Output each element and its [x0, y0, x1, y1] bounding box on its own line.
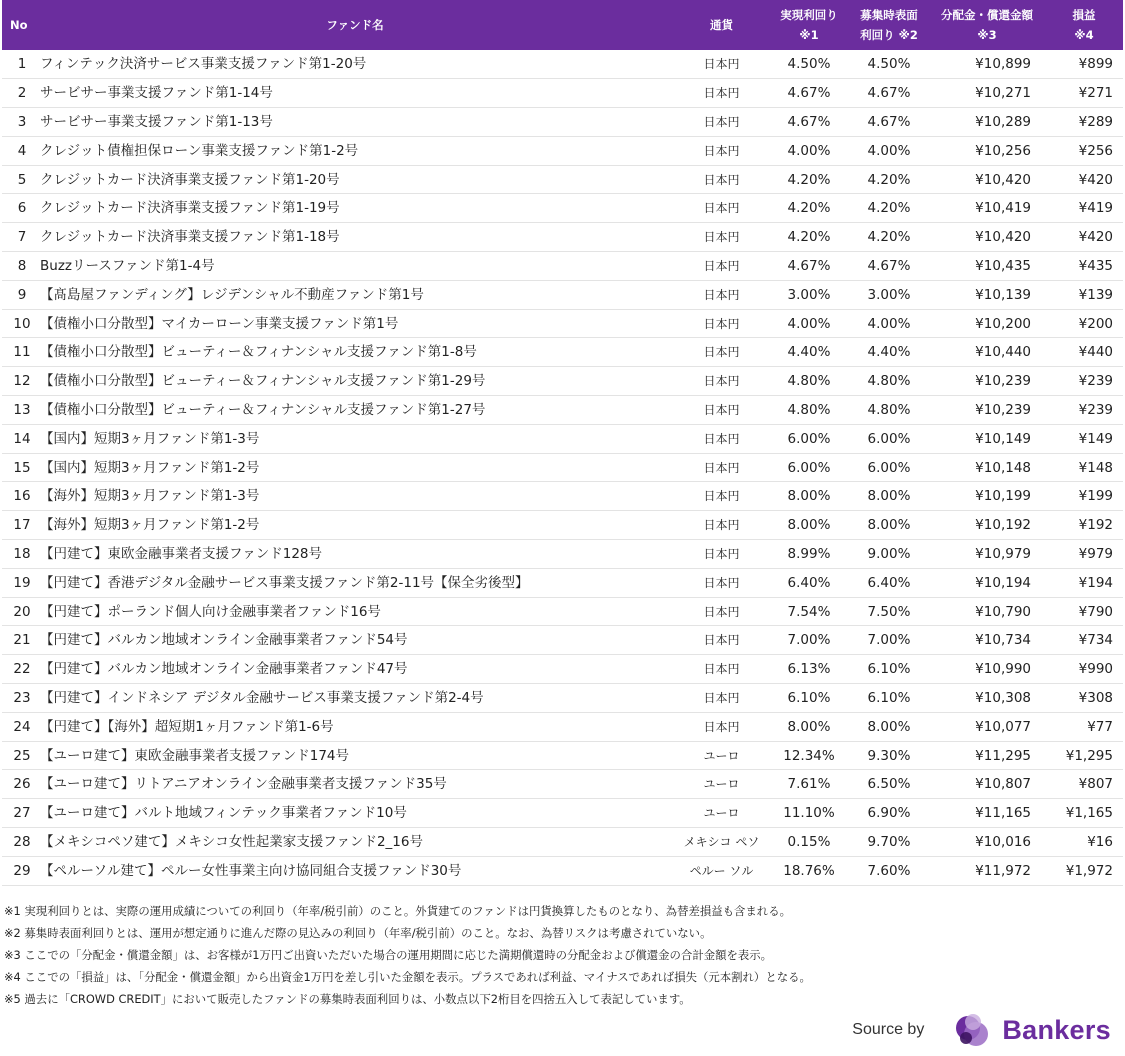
- header-profit-loss: [1045, 0, 1123, 50]
- fund-name-cell: 【ユーロ建て】リトアニアオンライン金融事業者支援ファンド35号: [40, 776, 447, 793]
- realized-yield-cell: 4.67%: [787, 85, 831, 102]
- table-row: [2, 655, 1123, 684]
- profit-loss-cell: ¥199: [1078, 488, 1113, 505]
- table-row: [2, 165, 1123, 194]
- announced-yield-cell: 6.10%: [867, 661, 911, 678]
- profit-loss-cell: ¥148: [1078, 459, 1113, 476]
- currency-cell: 日本円: [703, 345, 740, 360]
- currency-cell: 日本円: [703, 374, 740, 389]
- fund-name-cell: 【海外】短期3ヶ月ファンド第1-2号: [40, 517, 260, 534]
- announced-yield-cell: 4.67%: [867, 85, 911, 102]
- announced-yield-cell: 6.90%: [867, 805, 911, 822]
- header-fund-name: ファンド名: [326, 18, 384, 32]
- distribution-amount-cell: ¥10,289: [975, 113, 1031, 130]
- row-number-cell: 28: [13, 833, 31, 850]
- header-announced-yield-line2: 利回り ※2: [860, 28, 918, 42]
- profit-loss-cell: ¥77: [1087, 718, 1113, 735]
- fund-name-cell: Buzzリースファンド第1-4号: [40, 257, 215, 274]
- profit-loss-cell: ¥734: [1078, 632, 1113, 649]
- currency-cell: 日本円: [703, 287, 740, 302]
- realized-yield-cell: 6.00%: [787, 430, 831, 447]
- distribution-amount-cell: ¥10,419: [975, 200, 1031, 217]
- row-number-cell: 8: [17, 257, 27, 274]
- currency-cell: 日本円: [703, 172, 740, 187]
- fund-name-cell: 【国内】短期3ヶ月ファンド第1-2号: [40, 459, 260, 476]
- realized-yield-cell: 12.34%: [783, 747, 835, 764]
- distribution-amount-cell: ¥10,016: [975, 833, 1031, 850]
- row-number-cell: 29: [13, 862, 31, 879]
- fund-name-cell: 【債権小口分散型】ビューティー＆フィナンシャル支援ファンド第1-29号: [40, 373, 486, 390]
- header-profit-loss-line1: 損益: [1072, 8, 1096, 22]
- fund-name-cell: フィンテック決済サービス事業支援ファンド第1-20号: [40, 56, 367, 73]
- fund-name-cell: 【円建て】バルカン地域オンライン金融事業者ファンド54号: [40, 632, 408, 649]
- profit-loss-cell: ¥419: [1078, 200, 1113, 217]
- fund-name-cell: サービサー事業支援ファンド第1-14号: [40, 85, 273, 102]
- fund-name-cell: 【円建て】【海外】超短期1ヶ月ファンド第1-6号: [40, 718, 334, 735]
- footnote-5: ※5 過去に「CROWD CREDIT」において販売したファンドの募集時表面利回りは、小数点以下2桁目を四捨五入して表記しています。: [4, 992, 691, 1006]
- distribution-amount-cell: ¥10,139: [975, 286, 1031, 303]
- distribution-amount-cell: ¥10,435: [975, 257, 1031, 274]
- distribution-amount-cell: ¥11,972: [975, 862, 1031, 879]
- currency-cell: 日本円: [703, 230, 740, 245]
- fund-name-cell: 【円建て】ポーランド個人向け金融事業者ファンド16号: [40, 603, 381, 620]
- realized-yield-cell: 4.00%: [787, 142, 831, 159]
- realized-yield-cell: 8.00%: [787, 718, 831, 735]
- table-row: [2, 712, 1123, 741]
- distribution-amount-cell: ¥10,790: [975, 603, 1031, 620]
- realized-yield-cell: 4.00%: [787, 315, 831, 332]
- row-number-cell: 23: [13, 689, 31, 706]
- currency-cell: 日本円: [703, 86, 740, 101]
- table-row: [2, 252, 1123, 281]
- realized-yield-cell: 8.99%: [787, 545, 831, 562]
- realized-yield-cell: 4.67%: [787, 113, 831, 130]
- row-number-cell: 12: [13, 373, 31, 390]
- table-row: [2, 367, 1123, 396]
- fund-name-cell: 【円建て】インドネシア デジタル金融サービス事業支援ファンド第2-4号: [40, 689, 484, 706]
- table-row: [2, 741, 1123, 770]
- header-distribution-line1: 分配金・償還金額: [941, 8, 1033, 22]
- realized-yield-cell: 6.40%: [787, 574, 831, 591]
- fund-name-cell: 【ペルーソル建て】ペルー女性事業主向け協同組合支援ファンド30号: [40, 862, 462, 879]
- profit-loss-cell: ¥200: [1078, 315, 1113, 332]
- row-number-cell: 1: [17, 56, 27, 73]
- realized-yield-cell: 7.00%: [787, 632, 831, 649]
- distribution-amount-cell: ¥11,295: [975, 747, 1031, 764]
- currency-cell: 日本円: [703, 690, 740, 705]
- currency-cell: 日本円: [703, 460, 740, 475]
- table-row: [2, 280, 1123, 309]
- announced-yield-cell: 7.00%: [867, 632, 911, 649]
- realized-yield-cell: 4.50%: [787, 56, 831, 73]
- realized-yield-cell: 6.13%: [787, 661, 831, 678]
- announced-yield-cell: 4.20%: [867, 200, 911, 217]
- distribution-amount-cell: ¥10,200: [975, 315, 1031, 332]
- currency-cell: 日本円: [703, 402, 740, 417]
- currency-cell: ユーロ: [703, 777, 740, 792]
- row-number-cell: 3: [17, 113, 27, 130]
- distribution-amount-cell: ¥10,239: [975, 373, 1031, 390]
- announced-yield-cell: 8.00%: [867, 718, 911, 735]
- row-number-cell: 9: [17, 286, 27, 303]
- fund-name-cell: 【メキシコペソ建て】メキシコ女性起業家支援ファンド2_16号: [40, 833, 423, 850]
- fund-name-cell: 【ユーロ建て】東欧金融事業者支援ファンド174号: [40, 747, 349, 764]
- source-label: Source by: [852, 1021, 925, 1038]
- announced-yield-cell: 9.00%: [867, 545, 911, 562]
- row-number-cell: 18: [13, 545, 31, 562]
- distribution-amount-cell: ¥10,192: [975, 517, 1031, 534]
- profit-loss-cell: ¥1,295: [1065, 747, 1113, 764]
- table-row: [2, 194, 1123, 223]
- table-row: [2, 568, 1123, 597]
- table-row: [2, 828, 1123, 857]
- currency-cell: 日本円: [703, 57, 740, 72]
- profit-loss-cell: ¥192: [1078, 517, 1113, 534]
- profit-loss-cell: ¥1,972: [1065, 862, 1113, 879]
- fund-name-cell: 【国内】短期3ヶ月ファンド第1-3号: [40, 430, 260, 447]
- currency-cell: ユーロ: [703, 806, 740, 821]
- row-number-cell: 13: [13, 401, 31, 418]
- row-number-cell: 26: [13, 776, 31, 793]
- distribution-amount-cell: ¥10,239: [975, 401, 1031, 418]
- table-row: [2, 424, 1123, 453]
- realized-yield-cell: 3.00%: [787, 286, 831, 303]
- currency-cell: 日本円: [703, 431, 740, 446]
- profit-loss-cell: ¥308: [1078, 689, 1113, 706]
- fund-name-cell: 【円建て】東欧金融事業者支援ファンド128号: [40, 545, 322, 562]
- row-number-cell: 14: [13, 430, 31, 447]
- fund-name-cell: 【債権小口分散型】ビューティー＆フィナンシャル支援ファンド第1-27号: [40, 401, 486, 418]
- footnote-3: ※3 ここでの「分配金・償還金額」は、お客様が1万円ご出資いただいた場合の運用期間に応じた満期償還時の分配金および償還金の合計金額を表示。: [4, 948, 773, 962]
- realized-yield-cell: 4.67%: [787, 257, 831, 274]
- distribution-amount-cell: ¥10,899: [975, 56, 1031, 73]
- table-row: [2, 856, 1123, 885]
- announced-yield-cell: 7.50%: [867, 603, 911, 620]
- table-body: [2, 50, 1123, 885]
- announced-yield-cell: 6.40%: [867, 574, 911, 591]
- announced-yield-cell: 4.50%: [867, 56, 911, 73]
- realized-yield-cell: 4.20%: [787, 200, 831, 217]
- table-row: [2, 540, 1123, 569]
- announced-yield-cell: 4.80%: [867, 373, 911, 390]
- realized-yield-cell: 8.00%: [787, 488, 831, 505]
- currency-cell: 日本円: [703, 518, 740, 533]
- fund-performance-table: [2, 0, 1123, 886]
- table-row: [2, 799, 1123, 828]
- realized-yield-cell: 6.10%: [787, 689, 831, 706]
- profit-loss-cell: ¥239: [1078, 401, 1113, 418]
- distribution-amount-cell: ¥10,271: [975, 85, 1031, 102]
- announced-yield-cell: 4.20%: [867, 171, 911, 188]
- announced-yield-cell: 6.00%: [867, 430, 911, 447]
- distribution-amount-cell: ¥10,990: [975, 661, 1031, 678]
- announced-yield-cell: 9.30%: [867, 747, 911, 764]
- currency-cell: 日本円: [703, 316, 740, 331]
- realized-yield-cell: 18.76%: [783, 862, 835, 879]
- announced-yield-cell: 9.70%: [867, 833, 911, 850]
- announced-yield-cell: 6.10%: [867, 689, 911, 706]
- table-row: [2, 50, 1123, 79]
- distribution-amount-cell: ¥10,308: [975, 689, 1031, 706]
- table-row: [2, 108, 1123, 137]
- row-number-cell: 24: [13, 718, 31, 735]
- announced-yield-cell: 4.00%: [867, 142, 911, 159]
- fund-name-cell: クレジットカード決済事業支援ファンド第1-18号: [40, 229, 340, 246]
- announced-yield-cell: 4.20%: [867, 229, 911, 246]
- table-row: [2, 396, 1123, 425]
- fund-name-cell: 【円建て】香港デジタル金融サービス事業支援ファンド第2-11号【保全劣後型】: [40, 574, 529, 591]
- footnotes: [4, 900, 1114, 1010]
- realized-yield-cell: 6.00%: [787, 459, 831, 476]
- realized-yield-cell: 0.15%: [787, 833, 831, 850]
- header-realized-yield-line1: 実現利回り: [780, 8, 838, 22]
- profit-loss-cell: ¥420: [1078, 171, 1113, 188]
- announced-yield-cell: 8.00%: [867, 488, 911, 505]
- row-number-cell: 10: [13, 315, 31, 332]
- realized-yield-cell: 4.80%: [787, 401, 831, 418]
- realized-yield-cell: 11.10%: [783, 805, 835, 822]
- currency-cell: 日本円: [703, 546, 740, 561]
- realized-yield-cell: 8.00%: [787, 517, 831, 534]
- header-distribution: [929, 0, 1045, 50]
- currency-cell: 日本円: [703, 258, 740, 273]
- table-row: [2, 223, 1123, 252]
- footnote-2: ※2 募集時表面利回りとは、運用が想定通りに進んだ際の見込みの利回り（年率/税引前）のこと。なお、為替リスクは考慮されていない。: [4, 926, 712, 940]
- distribution-amount-cell: ¥10,194: [975, 574, 1031, 591]
- currency-cell: 日本円: [703, 604, 740, 619]
- profit-loss-cell: ¥149: [1078, 430, 1113, 447]
- currency-cell: 日本円: [703, 114, 740, 129]
- header-no: No: [10, 18, 28, 32]
- table-row: [2, 482, 1123, 511]
- profit-loss-cell: ¥271: [1078, 85, 1113, 102]
- currency-cell: ユーロ: [703, 748, 740, 763]
- profit-loss-cell: ¥239: [1078, 373, 1113, 390]
- header-distribution-line2: ※3: [977, 28, 997, 42]
- profit-loss-cell: ¥16: [1087, 833, 1113, 850]
- table-row: [2, 136, 1123, 165]
- fund-name-cell: 【債権小口分散型】マイカーローン事業支援ファンド第1号: [40, 315, 399, 332]
- row-number-cell: 16: [13, 488, 31, 505]
- fund-name-cell: クレジットカード決済事業支援ファンド第1-19号: [40, 200, 340, 217]
- announced-yield-cell: 6.00%: [867, 459, 911, 476]
- row-number-cell: 27: [13, 805, 31, 822]
- realized-yield-cell: 4.40%: [787, 344, 831, 361]
- fund-name-cell: クレジット債権担保ローン事業支援ファンド第1-2号: [40, 142, 359, 159]
- footnote-4: ※4 ここでの「損益」は、「分配金・償還金額」から出資金1万円を差し引いた金額を表示。プラスであれば利益、マイナスであれば損失（元本割れ）となる。: [4, 970, 811, 984]
- distribution-amount-cell: ¥11,165: [975, 805, 1031, 822]
- row-number-cell: 5: [17, 171, 27, 188]
- currency-cell: メキシコ ペソ: [683, 834, 760, 849]
- distribution-amount-cell: ¥10,734: [975, 632, 1031, 649]
- distribution-amount-cell: ¥10,420: [975, 171, 1031, 188]
- distribution-amount-cell: ¥10,440: [975, 344, 1031, 361]
- footnote-1: ※1 実現利回りとは、実際の運用成績についての利回り（年率/税引前）のこと。外貨建てのファンドは円貨換算したものとなり、為替差損益も含まれる。: [4, 904, 791, 918]
- table-row: [2, 770, 1123, 799]
- profit-loss-cell: ¥790: [1078, 603, 1113, 620]
- realized-yield-cell: 7.54%: [787, 603, 831, 620]
- announced-yield-cell: 4.67%: [867, 113, 911, 130]
- profit-loss-cell: ¥899: [1078, 56, 1113, 73]
- announced-yield-cell: 4.40%: [867, 344, 911, 361]
- table-row: [2, 338, 1123, 367]
- row-number-cell: 21: [13, 632, 31, 649]
- header-profit-loss-line2: ※4: [1074, 28, 1094, 42]
- fund-name-cell: サービサー事業支援ファンド第1-13号: [40, 113, 273, 130]
- row-number-cell: 22: [13, 661, 31, 678]
- realized-yield-cell: 4.20%: [787, 229, 831, 246]
- profit-loss-cell: ¥807: [1078, 776, 1113, 793]
- currency-cell: 日本円: [703, 575, 740, 590]
- source-credit: [852, 1006, 1111, 1054]
- profit-loss-cell: ¥194: [1078, 574, 1113, 591]
- row-number-cell: 6: [17, 200, 27, 217]
- header-realized-yield: [769, 0, 849, 50]
- currency-cell: 日本円: [703, 489, 740, 504]
- fund-name-cell: 【債権小口分散型】ビューティー＆フィナンシャル支援ファンド第1-8号: [40, 344, 477, 361]
- table-row: [2, 511, 1123, 540]
- brand-name: Bankers: [1002, 1014, 1111, 1045]
- fund-name-cell: 【円建て】バルカン地域オンライン金融事業者ファンド47号: [40, 661, 408, 678]
- announced-yield-cell: 4.80%: [867, 401, 911, 418]
- realized-yield-cell: 4.80%: [787, 373, 831, 390]
- announced-yield-cell: 4.00%: [867, 315, 911, 332]
- row-number-cell: 7: [17, 229, 27, 246]
- row-number-cell: 15: [13, 459, 31, 476]
- header-currency: 通貨: [710, 18, 733, 32]
- row-number-cell: 2: [17, 85, 27, 102]
- announced-yield-cell: 3.00%: [867, 286, 911, 303]
- profit-loss-cell: ¥440: [1078, 344, 1113, 361]
- currency-cell: ペルー ソル: [689, 863, 754, 878]
- profit-loss-cell: ¥979: [1078, 545, 1113, 562]
- row-number-cell: 17: [13, 517, 31, 534]
- table-row: [2, 79, 1123, 108]
- currency-cell: 日本円: [703, 633, 740, 648]
- row-number-cell: 25: [13, 747, 31, 764]
- fund-name-cell: 【海外】短期3ヶ月ファンド第1-3号: [40, 488, 260, 505]
- distribution-amount-cell: ¥10,148: [975, 459, 1031, 476]
- distribution-amount-cell: ¥10,149: [975, 430, 1031, 447]
- profit-loss-cell: ¥289: [1078, 113, 1113, 130]
- row-number-cell: 4: [17, 142, 27, 159]
- fund-name-cell: クレジットカード決済事業支援ファンド第1-20号: [40, 171, 340, 188]
- currency-cell: 日本円: [703, 201, 740, 216]
- table-row: [2, 626, 1123, 655]
- announced-yield-cell: 4.67%: [867, 257, 911, 274]
- announced-yield-cell: 7.60%: [867, 862, 911, 879]
- profit-loss-cell: ¥1,165: [1065, 805, 1113, 822]
- distribution-amount-cell: ¥10,199: [975, 488, 1031, 505]
- table-header: [2, 0, 1123, 50]
- bankers-logo-icon: [948, 1007, 994, 1053]
- announced-yield-cell: 8.00%: [867, 517, 911, 534]
- table-row: [2, 597, 1123, 626]
- announced-yield-cell: 6.50%: [867, 776, 911, 793]
- distribution-amount-cell: ¥10,979: [975, 545, 1031, 562]
- table-row: [2, 309, 1123, 338]
- row-number-cell: 11: [13, 344, 31, 361]
- distribution-amount-cell: ¥10,077: [975, 718, 1031, 735]
- profit-loss-cell: ¥420: [1078, 229, 1113, 246]
- currency-cell: 日本円: [703, 662, 740, 677]
- realized-yield-cell: 4.20%: [787, 171, 831, 188]
- distribution-amount-cell: ¥10,807: [975, 776, 1031, 793]
- table-row: [2, 453, 1123, 482]
- header-realized-yield-line2: ※1: [799, 28, 819, 42]
- row-number-cell: 20: [13, 603, 31, 620]
- currency-cell: 日本円: [703, 143, 740, 158]
- profit-loss-cell: ¥139: [1078, 286, 1113, 303]
- header-row: [2, 0, 1123, 50]
- profit-loss-cell: ¥990: [1078, 661, 1113, 678]
- realized-yield-cell: 7.61%: [787, 776, 831, 793]
- currency-cell: 日本円: [703, 719, 740, 734]
- profit-loss-cell: ¥256: [1078, 142, 1113, 159]
- row-number-cell: 19: [13, 574, 31, 591]
- header-announced-yield: [849, 0, 929, 50]
- fund-name-cell: 【髙島屋ファンディング】レジデンシャル不動産ファンド第1号: [40, 286, 424, 303]
- profit-loss-cell: ¥435: [1078, 257, 1113, 274]
- distribution-amount-cell: ¥10,256: [975, 142, 1031, 159]
- fund-name-cell: 【ユーロ建て】バルト地域フィンテック事業者ファンド10号: [40, 805, 407, 822]
- header-announced-yield-line1: 募集時表面: [860, 8, 918, 22]
- table-row: [2, 684, 1123, 713]
- distribution-amount-cell: ¥10,420: [975, 229, 1031, 246]
